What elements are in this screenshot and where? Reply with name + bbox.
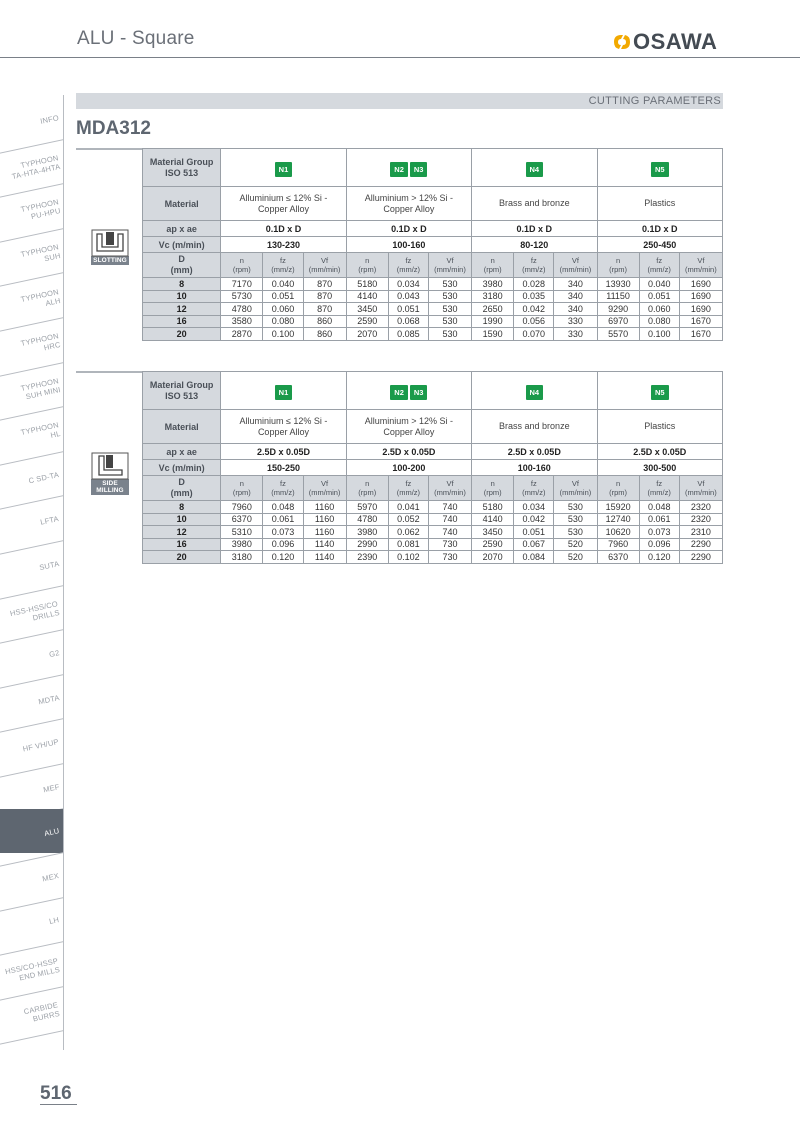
column-header: n (rpm): [472, 476, 514, 501]
value-cell: 12740: [597, 513, 639, 526]
value-cell: 0.028: [514, 278, 554, 291]
value-cell: 0.048: [263, 501, 303, 514]
value-cell: 0.096: [263, 538, 303, 551]
value-cell: 860: [303, 328, 346, 341]
ap-ae-value: 2.5D x 0.05D: [346, 444, 471, 460]
column-header: Vf (mm/min): [428, 253, 471, 278]
value-cell: 2290: [679, 538, 722, 551]
diameter-cell: 12: [143, 303, 221, 316]
value-cell: 0.120: [263, 551, 303, 564]
material-name: Plastics: [644, 421, 676, 431]
value-cell: 15920: [597, 501, 639, 514]
sidebar-item-label: MEX: [41, 870, 60, 884]
material-group-label: Material Group ISO 513: [143, 149, 221, 187]
value-cell: 0.051: [514, 526, 554, 539]
value-cell: 2590: [346, 315, 388, 328]
value-cell: 0.081: [388, 538, 428, 551]
value-cell: 2070: [472, 551, 514, 564]
sidebar-item[interactable]: [0, 630, 64, 675]
material-cell: [221, 187, 346, 221]
value-cell: 1140: [303, 538, 346, 551]
value-cell: 530: [428, 278, 471, 291]
vc-value: 150-250: [221, 460, 346, 476]
value-cell: 3980: [221, 538, 263, 551]
value-cell: 1670: [679, 328, 722, 341]
diameter-cell: 10: [143, 513, 221, 526]
value-cell: 1690: [679, 290, 722, 303]
sidebar-item-label: LFTA: [39, 514, 60, 527]
value-cell: 870: [303, 290, 346, 303]
sidebar-item[interactable]: [0, 140, 64, 185]
column-header: fz (mm/z): [263, 253, 303, 278]
sidebar-item[interactable]: [0, 898, 64, 943]
value-cell: 0.085: [388, 328, 428, 341]
value-cell: 0.040: [639, 278, 679, 291]
material-cell: [346, 187, 471, 221]
material-group-cell: [472, 149, 597, 187]
value-cell: 0.052: [388, 513, 428, 526]
value-cell: 3580: [221, 315, 263, 328]
value-cell: 0.060: [263, 303, 303, 316]
value-cell: 2320: [679, 501, 722, 514]
value-cell: 0.100: [639, 328, 679, 341]
brand-logo: [612, 29, 717, 55]
sidebar-item-label: TYPHOON SUH: [19, 242, 61, 264]
page-title: ALU - Square: [77, 28, 195, 49]
sidebar-item[interactable]: [0, 229, 64, 274]
value-cell: 1160: [303, 513, 346, 526]
material-group-cell: [472, 372, 597, 410]
material-cell: [472, 187, 597, 221]
ap-ae-value: 2.5D x 0.05D: [597, 444, 722, 460]
sidebar-item-label: C SD-TA: [27, 469, 60, 485]
diameter-cell: 16: [143, 538, 221, 551]
ap-ae-row: [143, 444, 723, 460]
sidebar-item-label: TYPHOON HL: [19, 420, 61, 441]
value-cell: 860: [303, 315, 346, 328]
table-row: [143, 513, 723, 526]
material-label: Material: [143, 410, 221, 444]
diameter-cell: 8: [143, 278, 221, 291]
material-row: [143, 187, 723, 221]
vc-value: 100-160: [472, 460, 597, 476]
column-header: Vf (mm/min): [428, 476, 471, 501]
value-cell: 870: [303, 303, 346, 316]
value-cell: 0.070: [514, 328, 554, 341]
table-row: [143, 315, 723, 328]
ap-ae-label: ap x ae: [143, 221, 221, 237]
value-cell: 2290: [679, 551, 722, 564]
operation-label: SLOTTING: [91, 256, 129, 265]
value-cell: 0.061: [639, 513, 679, 526]
value-cell: 740: [428, 526, 471, 539]
sidebar-item-label: INFO: [39, 112, 60, 126]
sidebar-item[interactable]: [0, 719, 64, 764]
value-cell: 0.056: [514, 315, 554, 328]
value-cell: 0.051: [388, 303, 428, 316]
material-name: Alluminium ≤ 12% Si - Copper Alloy: [239, 415, 328, 437]
sidebar-item[interactable]: [0, 363, 64, 408]
value-cell: 3980: [472, 278, 514, 291]
value-cell: 1990: [472, 315, 514, 328]
material-cell: [221, 410, 346, 444]
value-cell: 5970: [346, 501, 388, 514]
value-cell: 0.062: [388, 526, 428, 539]
value-cell: 3980: [346, 526, 388, 539]
value-cell: 730: [428, 551, 471, 564]
column-header: fz (mm/z): [514, 253, 554, 278]
section-label: CUTTING PARAMETERS: [588, 95, 721, 107]
osawa-logo-icon: [612, 32, 632, 52]
value-cell: 0.051: [639, 290, 679, 303]
value-cell: 0.041: [388, 501, 428, 514]
column-header: Vf (mm/min): [554, 253, 597, 278]
sidebar-item-label: TYPHOON ALH: [19, 286, 61, 308]
material-group-label: Material Group ISO 513: [143, 372, 221, 410]
diameter-header: D (mm): [143, 253, 221, 278]
value-cell: 0.100: [263, 328, 303, 341]
ap-ae-row: [143, 221, 723, 237]
vc-value: 130-230: [221, 237, 346, 253]
value-cell: 1160: [303, 501, 346, 514]
table-row: [143, 328, 723, 341]
iso-badge: N5: [651, 385, 669, 400]
value-cell: 3450: [472, 526, 514, 539]
value-cell: 520: [554, 551, 597, 564]
value-cell: 4780: [221, 303, 263, 316]
value-cell: 0.067: [514, 538, 554, 551]
sidebar-item[interactable]: [0, 809, 64, 854]
material-cell: [346, 410, 471, 444]
value-cell: 0.035: [514, 290, 554, 303]
sidebar-item[interactable]: [0, 942, 64, 987]
table-row: [143, 303, 723, 316]
column-header: fz (mm/z): [388, 476, 428, 501]
page-number-underline: [40, 1104, 77, 1105]
vc-value: 250-450: [597, 237, 722, 253]
value-cell: 740: [428, 501, 471, 514]
material-label: Material: [143, 187, 221, 221]
value-cell: 0.043: [388, 290, 428, 303]
value-cell: 530: [428, 328, 471, 341]
value-cell: 4780: [346, 513, 388, 526]
vc-value: 100-160: [346, 237, 471, 253]
value-cell: 0.048: [639, 501, 679, 514]
material-name: Brass and bronze: [499, 198, 570, 208]
value-cell: 0.051: [263, 290, 303, 303]
value-cell: 340: [554, 290, 597, 303]
sidebar-item[interactable]: [0, 95, 64, 140]
column-header: n (rpm): [472, 253, 514, 278]
sidebar-item-label: ALU: [43, 826, 60, 839]
vc-row: [143, 460, 723, 476]
material-group-cell: [346, 149, 471, 187]
value-cell: 2990: [346, 538, 388, 551]
value-cell: 530: [428, 315, 471, 328]
value-cell: 530: [554, 501, 597, 514]
value-cell: 4140: [472, 513, 514, 526]
column-header: fz (mm/z): [263, 476, 303, 501]
sidebar-nav: [0, 95, 64, 1031]
column-header-row: [143, 253, 723, 278]
material-group-row: [143, 372, 723, 410]
iso-badge: N3: [410, 162, 428, 177]
diameter-cell: 20: [143, 551, 221, 564]
value-cell: 530: [428, 290, 471, 303]
cutting-table: [142, 371, 723, 564]
value-cell: 7170: [221, 278, 263, 291]
value-cell: 520: [554, 538, 597, 551]
sidebar-item-label: TYPHOON HRC: [19, 331, 61, 353]
table-row: [143, 526, 723, 539]
material-cell: [597, 410, 722, 444]
value-cell: 2870: [221, 328, 263, 341]
vc-label: Vc (m/min): [143, 460, 221, 476]
value-cell: 5310: [221, 526, 263, 539]
table-row: [143, 278, 723, 291]
value-cell: 1160: [303, 526, 346, 539]
iso-badge: N1: [275, 162, 293, 177]
material-group-cell: [346, 372, 471, 410]
sidebar-item[interactable]: [0, 184, 64, 229]
vc-value: 300-500: [597, 460, 722, 476]
column-header: Vf (mm/min): [554, 476, 597, 501]
value-cell: 0.061: [263, 513, 303, 526]
column-header: fz (mm/z): [639, 476, 679, 501]
value-cell: 2310: [679, 526, 722, 539]
material-group-cell: [221, 372, 346, 410]
ap-ae-value: 2.5D x 0.05D: [221, 444, 346, 460]
diameter-cell: 8: [143, 501, 221, 514]
column-header: fz (mm/z): [388, 253, 428, 278]
operation-panel: [76, 148, 142, 264]
value-cell: 0.034: [388, 278, 428, 291]
iso-badge: N1: [275, 385, 293, 400]
value-cell: 2320: [679, 513, 722, 526]
sidebar-item[interactable]: [0, 764, 64, 809]
value-cell: 330: [554, 315, 597, 328]
material-group-cell: [597, 149, 722, 187]
value-cell: 3180: [221, 551, 263, 564]
slotting-icon: [91, 229, 129, 265]
iso-badge: N5: [651, 162, 669, 177]
value-cell: 2590: [472, 538, 514, 551]
value-cell: 5180: [472, 501, 514, 514]
side-milling-icon: [91, 452, 129, 495]
sidebar-item[interactable]: [0, 541, 64, 586]
operation-panel: [76, 371, 142, 494]
value-cell: 11150: [597, 290, 639, 303]
value-cell: 5180: [346, 278, 388, 291]
value-cell: 340: [554, 303, 597, 316]
material-row: [143, 410, 723, 444]
value-cell: 6370: [597, 551, 639, 564]
column-header: Vf (mm/min): [679, 476, 722, 501]
value-cell: 730: [428, 538, 471, 551]
sidebar-item-label: LH: [48, 915, 60, 927]
vc-row: [143, 237, 723, 253]
column-header: n (rpm): [597, 476, 639, 501]
ap-ae-value: 0.1D x D: [346, 221, 471, 237]
sidebar-item[interactable]: [0, 407, 64, 452]
diameter-cell: 20: [143, 328, 221, 341]
material-name: Plastics: [644, 198, 676, 208]
column-header: n (rpm): [346, 476, 388, 501]
diameter-header: D (mm): [143, 476, 221, 501]
sidebar-item[interactable]: [0, 675, 64, 720]
column-header: n (rpm): [221, 253, 263, 278]
sidebar-item[interactable]: [0, 586, 64, 631]
brand-name: OSAWA: [633, 29, 718, 54]
sidebar-item-label: CARBIDE BURRS: [23, 1000, 61, 1024]
diameter-cell: 12: [143, 526, 221, 539]
value-cell: 7960: [221, 501, 263, 514]
value-cell: 340: [554, 278, 597, 291]
ap-ae-value: 0.1D x D: [472, 221, 597, 237]
ap-ae-value: 0.1D x D: [597, 221, 722, 237]
column-header: Vf (mm/min): [679, 253, 722, 278]
material-cell: [597, 187, 722, 221]
sidebar-item-label: HF VH/UP: [22, 737, 60, 754]
sidebar-item[interactable]: [0, 496, 64, 541]
iso-badge: N4: [526, 162, 544, 177]
cutting-table: [142, 148, 723, 341]
sidebar-item-label: HSS/CO-HSSP END MILLS: [4, 955, 61, 982]
value-cell: 0.120: [639, 551, 679, 564]
value-cell: 0.073: [639, 526, 679, 539]
value-cell: 1140: [303, 551, 346, 564]
page-number: 516: [40, 1083, 72, 1104]
table-row: [143, 501, 723, 514]
material-group-cell: [221, 149, 346, 187]
sidebar-item-label: MEF: [41, 781, 60, 795]
value-cell: 0.080: [639, 315, 679, 328]
value-cell: 1670: [679, 315, 722, 328]
material-name: Alluminium > 12% Si - Copper Alloy: [364, 192, 454, 214]
value-cell: 6970: [597, 315, 639, 328]
sidebar-item[interactable]: [0, 318, 64, 363]
sidebar-item-label: TYPHOON TA-HTA-4HTA: [10, 153, 61, 181]
value-cell: 870: [303, 278, 346, 291]
ap-ae-value: 0.1D x D: [221, 221, 346, 237]
column-header: Vf (mm/min): [303, 253, 346, 278]
value-cell: 6370: [221, 513, 263, 526]
column-header: Vf (mm/min): [303, 476, 346, 501]
sidebar-divider: [63, 95, 64, 1050]
value-cell: 0.042: [514, 513, 554, 526]
value-cell: 1690: [679, 303, 722, 316]
value-cell: 1690: [679, 278, 722, 291]
value-cell: 2390: [346, 551, 388, 564]
value-cell: 530: [554, 513, 597, 526]
value-cell: 0.102: [388, 551, 428, 564]
value-cell: 3180: [472, 290, 514, 303]
value-cell: 10620: [597, 526, 639, 539]
material-name: Alluminium > 12% Si - Copper Alloy: [364, 415, 454, 437]
column-header-row: [143, 476, 723, 501]
value-cell: 3450: [346, 303, 388, 316]
iso-badge: N4: [526, 385, 544, 400]
section-bar: [76, 93, 723, 109]
value-cell: 2650: [472, 303, 514, 316]
column-header: fz (mm/z): [639, 253, 679, 278]
vc-label: Vc (m/min): [143, 237, 221, 253]
value-cell: 5730: [221, 290, 263, 303]
ap-ae-value: 2.5D x 0.05D: [472, 444, 597, 460]
diameter-cell: 10: [143, 290, 221, 303]
material-name: Alluminium ≤ 12% Si - Copper Alloy: [239, 192, 328, 214]
value-cell: 0.060: [639, 303, 679, 316]
value-cell: 0.034: [514, 501, 554, 514]
table-row: [143, 290, 723, 303]
material-name: Brass and bronze: [499, 421, 570, 431]
sidebar-item-label: TYPHOON PU-HPU: [19, 197, 61, 222]
header-divider: [0, 57, 800, 58]
diameter-cell: 16: [143, 315, 221, 328]
material-group-cell: [597, 372, 722, 410]
value-cell: 5570: [597, 328, 639, 341]
column-header: n (rpm): [221, 476, 263, 501]
sidebar-item-label: G2: [47, 648, 60, 659]
column-header: n (rpm): [346, 253, 388, 278]
sidebar-item[interactable]: [0, 452, 64, 497]
table-row: [143, 538, 723, 551]
iso-badge: N2: [390, 385, 408, 400]
value-cell: 740: [428, 513, 471, 526]
iso-badge: N2: [390, 162, 408, 177]
value-cell: 9290: [597, 303, 639, 316]
vc-value: 100-200: [346, 460, 471, 476]
value-cell: 530: [554, 526, 597, 539]
sidebar-item-label: MDTA: [37, 692, 60, 706]
value-cell: 7960: [597, 538, 639, 551]
value-cell: 330: [554, 328, 597, 341]
value-cell: 0.084: [514, 551, 554, 564]
sidebar-item[interactable]: [0, 273, 64, 318]
value-cell: 4140: [346, 290, 388, 303]
value-cell: 0.042: [514, 303, 554, 316]
material-group-row: [143, 149, 723, 187]
table-row: [143, 551, 723, 564]
value-cell: 1590: [472, 328, 514, 341]
value-cell: 0.040: [263, 278, 303, 291]
iso-badge: N3: [410, 385, 428, 400]
column-header: n (rpm): [597, 253, 639, 278]
value-cell: 0.080: [263, 315, 303, 328]
material-cell: [472, 410, 597, 444]
ap-ae-label: ap x ae: [143, 444, 221, 460]
vc-value: 80-120: [472, 237, 597, 253]
value-cell: 2070: [346, 328, 388, 341]
value-cell: 0.068: [388, 315, 428, 328]
product-code: MDA312: [76, 118, 151, 139]
sidebar-item[interactable]: [0, 853, 64, 898]
operation-label: SIDE MILLING: [91, 479, 129, 495]
sidebar-item-label: HSS-HSS/CO DRILLS: [9, 599, 61, 623]
sidebar-item-label: SUTA: [38, 558, 60, 572]
column-header: fz (mm/z): [514, 476, 554, 501]
value-cell: 530: [428, 303, 471, 316]
sidebar-item[interactable]: [0, 987, 64, 1032]
value-cell: 0.073: [263, 526, 303, 539]
sidebar-item-label: TYPHOON SUH MINI: [19, 376, 61, 402]
value-cell: 13930: [597, 278, 639, 291]
value-cell: 0.096: [639, 538, 679, 551]
